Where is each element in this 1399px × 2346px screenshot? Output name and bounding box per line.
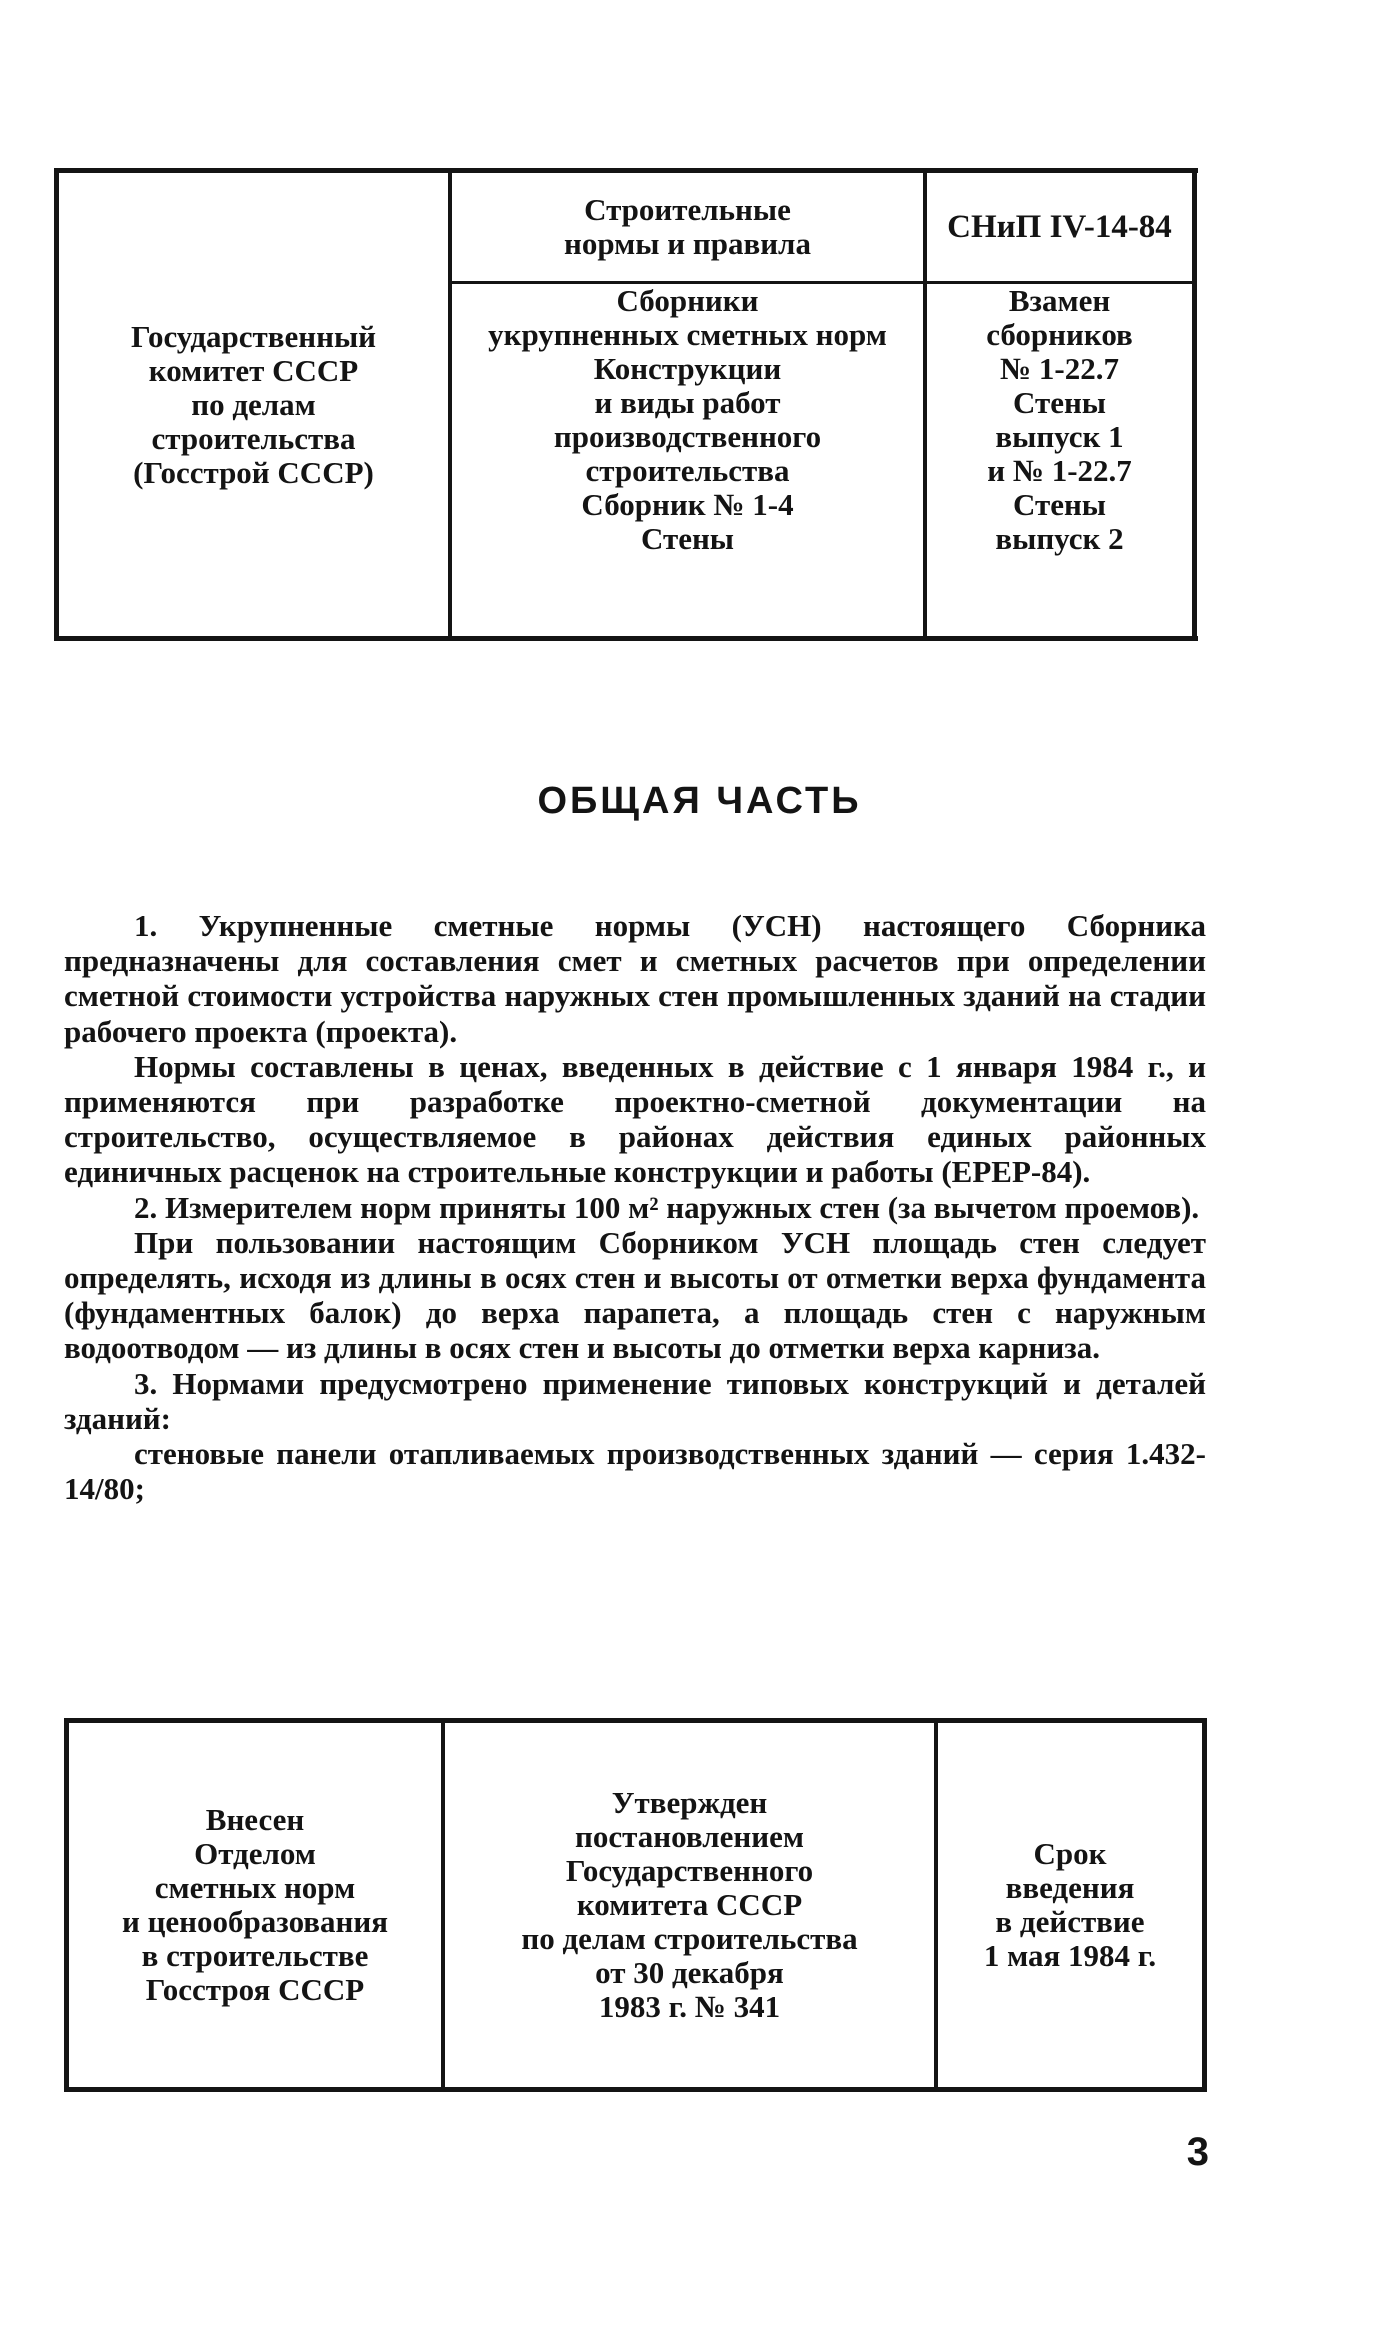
effective-line: введения	[1005, 1870, 1135, 1905]
collection-line: Стены	[640, 521, 735, 556]
paragraph-5: 3. Нормами предусмотрено применение типовых конструкций и деталей зданий:	[64, 1365, 1206, 1436]
header-table	[54, 168, 1198, 641]
section-title: ОБЩАЯ ЧАСТЬ	[537, 780, 862, 822]
collection-line: Конструкции	[593, 351, 782, 386]
paragraph-2: Нормы составлены в ценах, введенных в действие с 1 января 1984 г., и применяются при разработке проектно-сметной документации на строительство, осуществляемое в районах действия единых районных единичных расценок на строительные конструкции и работы (ЕРЕР-84).	[64, 1048, 1206, 1190]
doc-code-text: СНиП IV-14-84	[947, 209, 1172, 245]
replaces-line: выпуск 2	[995, 521, 1124, 556]
collection-line: производственного	[553, 419, 822, 454]
doc-type-line: нормы и правила	[564, 226, 811, 261]
introduced-line: Внесен	[205, 1802, 305, 1837]
document-type	[452, 173, 923, 281]
effective-line: 1 мая 1984 г.	[983, 1938, 1157, 1973]
introduced-line: Отделом	[194, 1836, 316, 1871]
replaces-line: и № 1-22.7	[987, 453, 1132, 488]
introduced-line: и ценообразования	[121, 1904, 389, 1939]
effective-date	[938, 1723, 1202, 2087]
collection-line: и виды работ	[594, 385, 781, 420]
approved-by	[445, 1723, 934, 2087]
approved-line: 1983 г. № 341	[598, 1989, 781, 2024]
paragraph-3: 2. Измерителем норм приняты 100 м² наружных стен (за вычетом проемов).	[134, 1189, 1200, 1225]
collection-title	[452, 284, 923, 600]
paragraph-4: При пользовании настоящим Сборником УСН площадь стен следует определять, исходя из длины в осях стен и высоты от отметки верха фундамента (фундаментных балок) до верха парапета, а площадь стен с наружным водоотводом — из длины в осях стен и высоты до отметки верха карниза.	[64, 1224, 1206, 1366]
replaces-line: Взамен	[1008, 283, 1111, 318]
authority-line: комитет СССР	[148, 352, 359, 388]
approved-line: от 30 декабря	[595, 1955, 784, 1990]
introduced-line: Госстроя СССР	[145, 1972, 365, 2007]
paragraph-6: стеновые панели отапливаемых производственных зданий — серия 1.432-14/80;	[64, 1436, 1206, 1507]
collection-line: Сборники	[616, 283, 759, 318]
document-code	[927, 173, 1192, 281]
collection-line: Сборник № 1-4	[581, 487, 794, 522]
replaces-line: Стены	[1012, 385, 1107, 420]
authority-line: (Госстрой СССР)	[133, 454, 374, 490]
page-number: 3	[1186, 2130, 1209, 2174]
replaces-line: сборников	[986, 317, 1133, 352]
replaces-line: Стены	[1012, 487, 1107, 522]
body-text	[64, 908, 1206, 1506]
replaces-line: выпуск 1	[995, 419, 1124, 454]
introduced-line: сметных норм	[154, 1870, 356, 1905]
doc-type-line: Строительные	[584, 192, 791, 227]
approved-line: комитета СССР	[576, 1887, 803, 1922]
approved-line: Утвержден	[611, 1785, 768, 1820]
approved-line: по делам строительства	[521, 1921, 858, 1956]
replaces-line: № 1-22.7	[1000, 351, 1119, 386]
header-right-border	[1192, 173, 1197, 636]
introduced-by	[69, 1723, 441, 2087]
authority-line: строительства	[151, 420, 356, 456]
collection-line: строительства	[585, 453, 790, 488]
footer-right-border	[1202, 1723, 1207, 2087]
issuing-authority	[59, 173, 448, 636]
effective-line: Срок	[1033, 1836, 1107, 1871]
collection-line: укрупненных сметных норм	[488, 317, 887, 352]
replaces-notice	[927, 284, 1192, 600]
approved-line: Государственного	[565, 1853, 814, 1888]
footer-table	[64, 1718, 1207, 2092]
approved-line: постановлением	[575, 1819, 804, 1854]
authority-line: по делам	[191, 386, 316, 422]
effective-line: в действие	[995, 1904, 1145, 1939]
authority-line: Государственный	[130, 318, 377, 354]
introduced-line: в строительстве	[141, 1938, 369, 1973]
paragraph-1: 1. Укрупненные сметные нормы (УСН) настоящего Сборника предназначены для составления смет и сметных расчетов при определении сметной стоимости устройства наружных стен промышленных зданий на стадии рабочего проекта (проекта).	[64, 908, 1206, 1049]
